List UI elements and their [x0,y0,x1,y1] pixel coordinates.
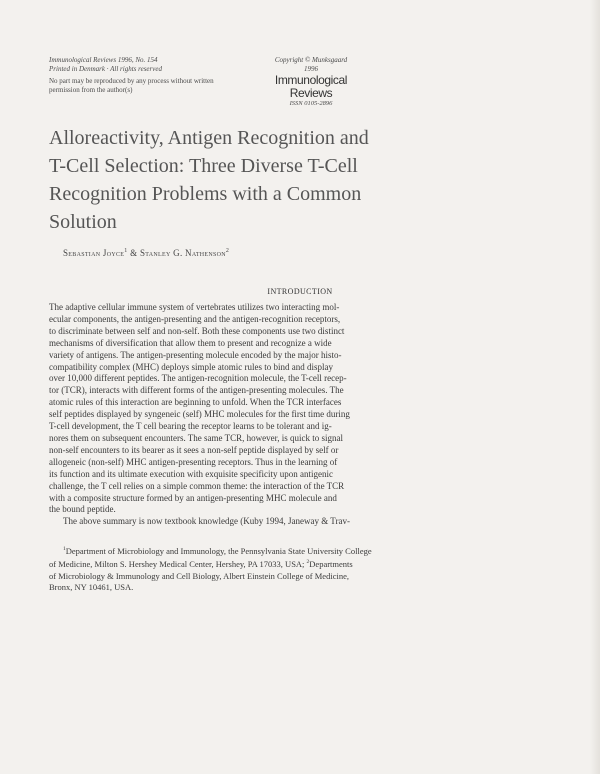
journal-masthead [268,56,354,108]
affiliation-marker: 1 [124,248,128,254]
text-line: with a composite structure formed by an antigen-presenting MHC molecule and [49,492,337,503]
text-line: The above summary is now textbook knowledge (Kuby 1994, Janeway & Trav- [63,516,350,527]
text-line: self peptides displayed by syngeneic (self) MHC molecules for the first time during [49,409,350,420]
text-line: variety of antigens. The antigen-presenting molecule encoded by the major histo- [49,349,342,360]
text-line: The adaptive cellular immune system of vertebrates utilizes two interacting mol- [49,302,340,312]
text-line: to discriminate between self and non-self. Both these components use two distinct [49,325,345,336]
footnote-line [49,557,548,570]
issn: ISSN 0105-2896 [289,100,333,107]
title-line: Solution [49,211,117,233]
footnote-text: Departments [309,559,353,570]
article-title [49,124,389,236]
title-line: Recognition Problems with a Common [49,183,362,205]
affiliation-marker: 1 [63,546,66,552]
reproduction-notice-line2: permission from the author(s) [49,85,133,94]
journal-issue: Immunological Reviews 1996, No. 154 [49,56,158,64]
print-notice: Printed in Denmark · All rights reserved [49,64,162,73]
text-line: the bound peptide. [49,504,116,515]
page-edge-shadow [590,0,600,774]
text-line: atomic rules of this interaction are beginning to unfold. When the TCR interfaces [49,397,342,408]
section-heading: INTRODUCTION [267,287,333,296]
text-line: T-cell development, the T cell bearing the receptor learns to be tolerant and ig- [49,421,332,432]
footnote-line: of Microbiology & Immunology and Cell Biology, Albert Einstein College of Medicine, [49,570,349,581]
text-line: its function and its ultimate execution with exquisite specificity upon antigenic [49,468,333,479]
text-line: allogeneic (non-self) MHC antigen-presenting receptors. Thus in the learning of [49,456,338,467]
text-line: non-self encounters to its bearer as it sees a non-self peptide displayed by self or [49,444,339,455]
footnote-line: Bronx, NY 10461, USA. [49,582,134,593]
author-list [63,248,229,258]
title-line: Alloreactivity, Antigen Recognition and [49,127,369,149]
text-line: nores them on subsequent encounters. The same TCR, however, is quick to signal [49,432,344,443]
copyright-line: Copyright © Munksgaard 1996 [274,56,348,73]
text-line: compatibility complex (MHC) deploys simple atomic rules to bind and display [49,361,333,372]
author-name: Stanley G. Nathenson [139,248,226,258]
journal-info [49,56,214,94]
affiliation-marker: 2 [225,248,230,254]
text-line: challenge, the T cell relies on a simple common theme: the interaction of the TCR [49,480,345,491]
text-line: mechanisms of diversification that allow them to present and recognize a wide [49,337,332,348]
footnote-text: Department of Microbiology and Immunology, the Pennsylvania State University College [65,545,372,556]
reproduction-notice-line1: No part may be reproduced by any process without written [49,77,214,85]
text-line: over 10,000 different peptides. The antigen-recognition molecule, the T-cell recep- [49,373,347,384]
author-separator: & [127,248,140,258]
affiliation-footnote [49,544,548,594]
affiliation-marker: 2 [306,559,310,566]
footnote-line [49,544,548,557]
body-paragraph [49,302,548,528]
author-name: Sebastian Joyce [63,248,125,258]
text-line: ecular components, the antigen-presenting and the antigen-recognition receptors, [49,313,341,324]
title-line: T-Cell Selection: Three Diverse T-Cell [49,155,358,177]
text-line: tor (TCR), interacts with different forms of the antigen-presenting molecules. The [49,385,344,396]
footnote-text: of Medicine, Milton S. Hershey Medical Center, Hershey, PA 17033, USA; [49,559,307,570]
journal-name: Immunological Reviews [274,73,348,100]
